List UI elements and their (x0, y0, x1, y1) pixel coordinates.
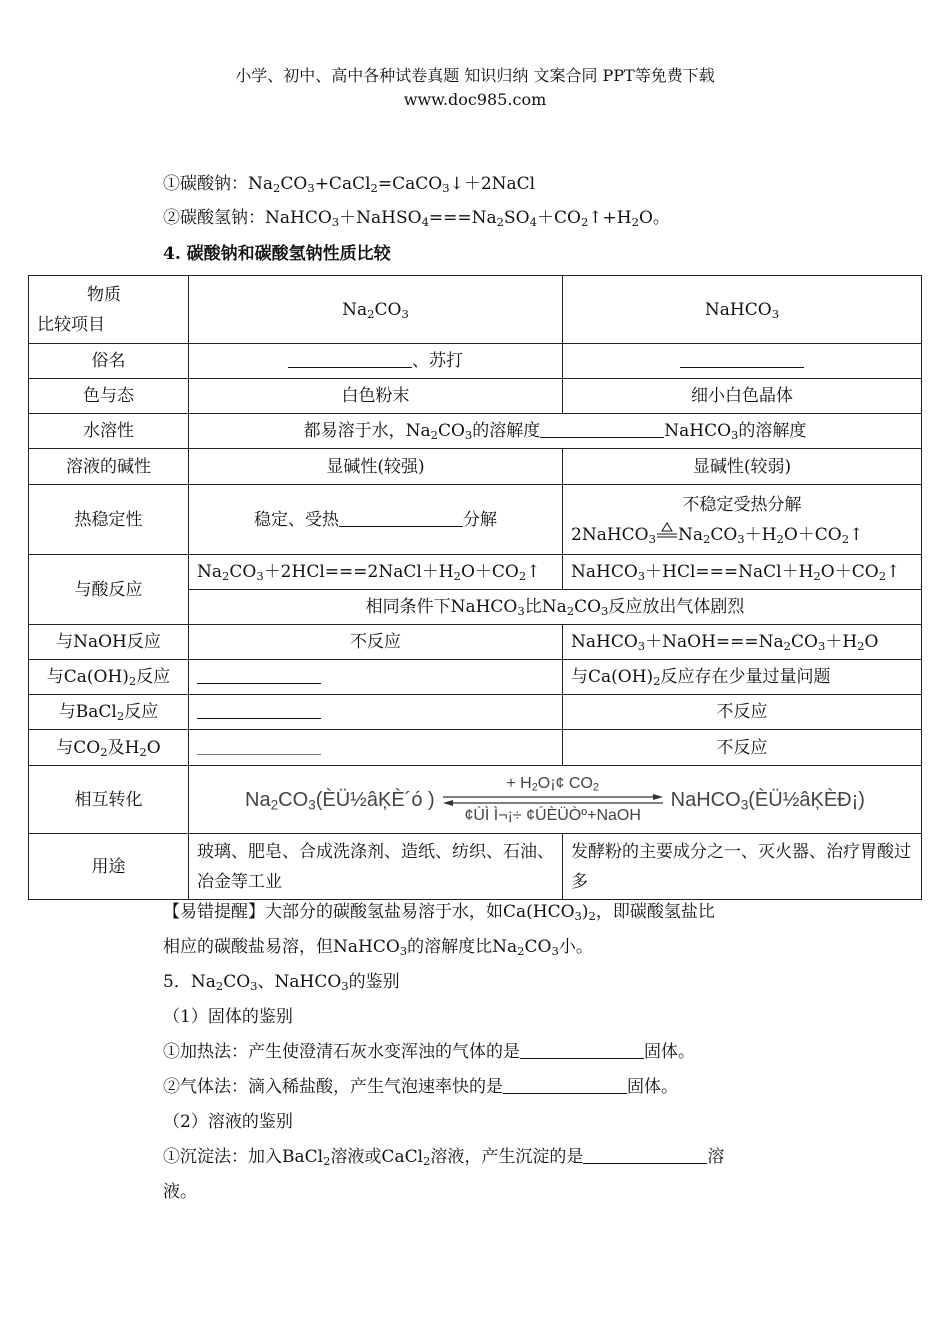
table-row-acid (29, 555, 922, 590)
answer-blank[interactable] (197, 702, 321, 719)
row-label: 色与态 (29, 379, 189, 414)
table-row-bacl2 (29, 695, 922, 730)
method-heating: ①加热法：产生使澄清石灰水变浑浊的气体的是 固体。 (163, 1042, 695, 1062)
header-line-2: www.doc985.com (403, 90, 547, 109)
method-gas: ②气体法：滴入稀盐酸，产生气泡速率快的是 固体。 (163, 1077, 678, 1097)
section-heading-4: 4. 碳酸钠和碳酸氢钠性质比较 (163, 244, 391, 264)
method-precipitate-cont: 液。 (163, 1182, 197, 1202)
cell-na2co3: 显碱性(较强) (189, 449, 563, 485)
table-row-solubility (29, 414, 922, 449)
subheading-solid: （1）固体的鉴别 (163, 1007, 293, 1027)
page-header (0, 64, 950, 112)
cell-nahco3: $NaHCO_3+NaOH===Na_2CO_3+H_2O$ (563, 625, 922, 660)
row-label: 用途 (29, 834, 189, 900)
cell-na2co3 (189, 730, 563, 766)
cell-merged: 相同条件下NaHCO$_3$比$Na_2CO_3$反应放出气体剧烈 (189, 590, 922, 625)
answer-blank[interactable] (520, 1042, 644, 1059)
row-label: 与$CO_2$及$H_2O$ (29, 730, 189, 766)
reverse-conditions: ¢ÙÌ Ì¬¡÷ ¢ÚÈÜÒº+NaOH (464, 806, 641, 824)
header-line-1: 小学、初中、高中各种试卷真题 知识归纳 文案合同 PPT等免费下载 (235, 66, 715, 85)
header-item: 比较项目 (37, 314, 105, 335)
table-row-caoh2 (29, 660, 922, 695)
heat-equals-sign (656, 520, 678, 550)
reaction-line-2: ②碳酸氢钠：$NaHCO_3+NaHSO_4===Na_2SO_4+CO_2↑+H_2O$。 (163, 208, 670, 229)
cell-na2co3: 稳定、受热 分解 (189, 485, 563, 555)
reaction-line-1: ①碳酸钠：$Na_2CO_3+CaCl_2=CaCO_3↓+2NaCl$ (163, 174, 536, 195)
row-label: 水溶性 (29, 414, 189, 449)
cell-na2co3: 、苏打 (189, 344, 563, 379)
header-nahco3: NaHCO$_3$ (563, 276, 922, 344)
table-row-alkalinity (29, 449, 922, 485)
answer-blank[interactable] (288, 351, 412, 368)
answer-blank[interactable] (503, 1077, 627, 1094)
row-label: 与BaCl$_2$反应 (29, 695, 189, 730)
answer-blank[interactable] (540, 421, 664, 438)
table-row-conversion (29, 766, 922, 834)
decomposition-equation: 2NaHCO$_3$ $Na_2CO_3+H_2O+CO_2↑$ (571, 520, 913, 550)
cell-merged: 都易溶于水，$Na_2CO_3$的溶解度 NaHCO$_3$的溶解度 (189, 414, 922, 449)
row-label: 与$Ca(OH)_2$反应 (29, 660, 189, 695)
answer-blank[interactable] (680, 351, 804, 368)
cell-na2co3: 白色粉末 (189, 379, 563, 414)
cell-na2co3: 不反应 (189, 625, 563, 660)
table-row-uses (29, 834, 922, 900)
header-na2co3: $Na_2CO_3$ (189, 276, 563, 344)
cell-na2co3 (189, 660, 563, 695)
row-label: 相互转化 (29, 766, 189, 834)
conversion-cell (189, 766, 922, 834)
cell-nahco3: $NaHCO_3+HCl===NaCl+H_2O+CO_2↑$ (563, 555, 922, 590)
subheading-solution: （2）溶液的鉴别 (163, 1112, 293, 1132)
thermal-text: 不稳定受热分解 (682, 494, 802, 515)
answer-blank[interactable] (197, 738, 321, 755)
conversion-right: NaHCO$_3$(ÈÜ½âĶÈÐ¡) (670, 788, 865, 812)
header-corner-cell (29, 276, 189, 344)
answer-blank[interactable] (583, 1147, 707, 1164)
cell-na2co3: 玻璃、肥皂、合成洗涤剂、造纸、纺织、石油、冶金等工业 (189, 834, 563, 900)
method-precipitate: ①沉淀法：加入BaCl$_2$溶液或CaCl$_2$溶液，产生沉淀的是 溶 (163, 1147, 725, 1168)
cell-nahco3 (563, 344, 922, 379)
answer-blank[interactable] (339, 510, 463, 527)
forward-conditions: + $H_2O¡¢$ $CO_2$ (506, 774, 599, 794)
table-row-common-name (29, 344, 922, 379)
cell-na2co3 (189, 695, 563, 730)
tip-line-1: 【易错提醒】大部分的碳酸氢盐易溶于水，如$Ca(HCO_3)_2$，即碳酸氢盐比 (163, 902, 715, 923)
tip-line-2: 相应的碳酸盐易溶，但NaHCO$_3$的溶解度比$Na_2CO_3$小。 (163, 937, 593, 958)
row-label: 俗名 (29, 344, 189, 379)
row-label: 溶液的碱性 (29, 449, 189, 485)
cell-nahco3: 不反应 (563, 730, 922, 766)
table-row-co2-h2o (29, 730, 922, 766)
comparison-table (28, 275, 922, 900)
conversion-left: $Na_2CO_3(ÈÜ\frac{1}{2}âĶÈ´ó$ ) (245, 788, 435, 812)
cell-nahco3: 不反应 (563, 695, 922, 730)
cell-na2co3: $Na_2CO_3+2HCl===2NaCl+H_2O+CO_2↑$ (189, 555, 563, 590)
cell-nahco3: 显碱性(较弱) (563, 449, 922, 485)
cell-nahco3 (563, 485, 922, 555)
conversion-diagram (189, 769, 921, 831)
equilibrium-arrows-icon (441, 794, 665, 806)
answer-blank[interactable] (197, 667, 321, 684)
table-row-naoh (29, 625, 922, 660)
table-row-color-state (29, 379, 922, 414)
cell-nahco3: 发酵粉的主要成分之一、灭火器、治疗胃酸过多 (563, 834, 922, 900)
header-substance: 物质 (87, 284, 121, 305)
row-label: 与NaOH反应 (29, 625, 189, 660)
table-header-row (29, 276, 922, 344)
cell-nahco3: 与$Ca(OH)_2$反应存在少量过量问题 (563, 660, 922, 695)
conversion-arrows-group (441, 774, 665, 826)
section-heading-5: 5．$Na_2CO_3$、NaHCO$_3$的鉴别 (163, 972, 400, 993)
table-row-thermal-stability (29, 485, 922, 555)
cell-nahco3: 细小白色晶体 (563, 379, 922, 414)
row-label: 与酸反应 (29, 555, 189, 625)
row-label: 热稳定性 (29, 485, 189, 555)
